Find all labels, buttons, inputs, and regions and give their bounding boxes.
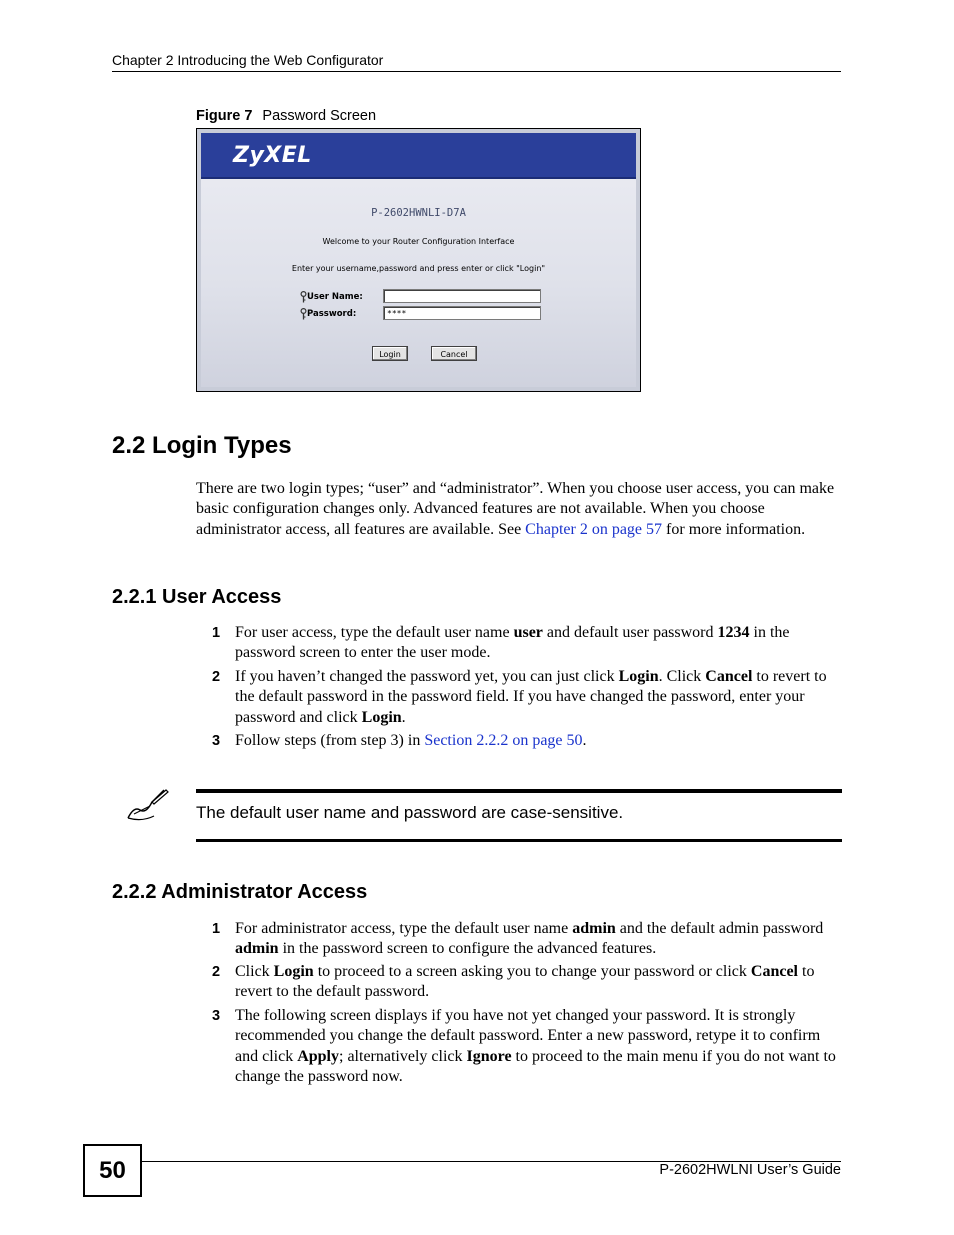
header-rule [112,71,841,72]
zyxel-logo: ZyXEL [233,143,312,168]
intro-text: There are two login types; “user” and “administrator”. When you choose user access, you can make basic configuration changes only. Advanced features are not available. When you choose administrator access, all features are available. See [196,480,835,538]
password-input[interactable]: **** [383,306,541,320]
step-text: . [401,708,406,726]
guide-title: P-2602HWLNI User’s Guide [659,1162,841,1178]
section-link[interactable]: Section 2.2.2 on page 50 [424,732,583,749]
step-bold: Cancel [750,963,798,980]
user-step-2 [235,667,841,728]
step-text: to revert to the default password in the password field. If you have changed the password, enter your password and click [235,668,827,726]
step-text: in the password screen to enter the user mode. [235,624,790,662]
step-number: 3 [212,1008,221,1024]
step-text: Follow steps (from step 3) in [235,732,425,749]
step-text: in the password screen to configure the advanced features. [278,940,657,958]
step-number: 3 [212,733,221,749]
step-bold: user [513,624,543,641]
step-bold: Ignore [466,1047,512,1065]
user-step-3 [235,731,841,751]
admin-step-2 [235,962,841,1003]
user-access-title: 2.2.1 User Access [112,586,282,608]
step-bold: Login [273,963,314,980]
step-text: For user access, type the default user name [235,624,514,641]
instruction-text: Enter your username,password and press enter or click "Login" [291,264,546,273]
running-header: Chapter 2 Introducing the Web Configurator [112,52,384,68]
page-number: 50 [83,1144,142,1197]
user-name-input[interactable] [383,289,541,303]
step-text: to proceed to a screen asking you to change your password or click [313,963,751,980]
step-text: and the default admin password [615,920,824,937]
admin-access-title: 2.2.2 Administrator Access [112,881,368,903]
figure-number: Figure 7 [196,108,253,124]
user-step-1 [235,623,841,664]
model-name: P-2602HWNLI-D7A [371,207,466,219]
key-icon [300,308,307,320]
step-bold: Apply [297,1047,339,1065]
admin-step-3 [235,1006,841,1088]
note-text: The default user name and password are case-sensitive. [196,803,624,822]
step-number: 2 [212,964,221,980]
intro-text-end: for more information. [662,520,806,538]
step-bold: 1234 [717,624,750,641]
step-number: 1 [212,625,221,641]
admin-step-1 [235,919,841,960]
step-text: to proceed to the main menu if you do not want to change the password now. [235,1047,836,1086]
welcome-text: Welcome to your Router Configuration Interface [322,237,515,246]
password-screen-figure [196,128,641,392]
note-rule-bottom [196,839,842,842]
step-bold: admin [572,920,616,937]
step-text: For administrator access, type the default user name [235,920,573,937]
step-text: to revert to the default password. [235,963,815,1001]
key-icon [300,291,307,303]
step-text: . Click [658,668,706,685]
step-number: 2 [212,669,221,685]
figure-caption [196,108,376,124]
figure-title: Password Screen [262,108,377,124]
note-rule-top [196,789,842,793]
zyxel-banner [201,133,636,179]
step-text: . [582,732,587,749]
section-title: 2.2 Login Types [112,432,292,459]
note-pen-icon [124,786,172,826]
step-text: and default user password [542,624,718,641]
login-panel [201,133,636,387]
step-text: Click [235,963,274,980]
login-button[interactable]: Login [372,346,408,361]
password-label: Password: [307,309,357,319]
step-bold: admin [235,940,279,958]
intro-paragraph [196,479,841,540]
step-bold: Login [618,668,659,685]
step-bold: Cancel [705,668,753,685]
step-text: ; alternatively click [339,1047,467,1065]
step-bold: Login [361,708,402,726]
step-text: If you haven’t changed the password yet, you can just click [235,668,619,685]
cancel-button[interactable]: Cancel [431,346,477,361]
step-text: The following screen displays if you have not yet changed your password. It is strongly recommended you change the default password. Enter a new password, retype it to confirm and click [235,1007,821,1065]
user-name-label: User Name: [307,292,363,302]
chapter-link[interactable]: Chapter 2 on page 57 [525,520,663,538]
step-number: 1 [212,921,221,937]
